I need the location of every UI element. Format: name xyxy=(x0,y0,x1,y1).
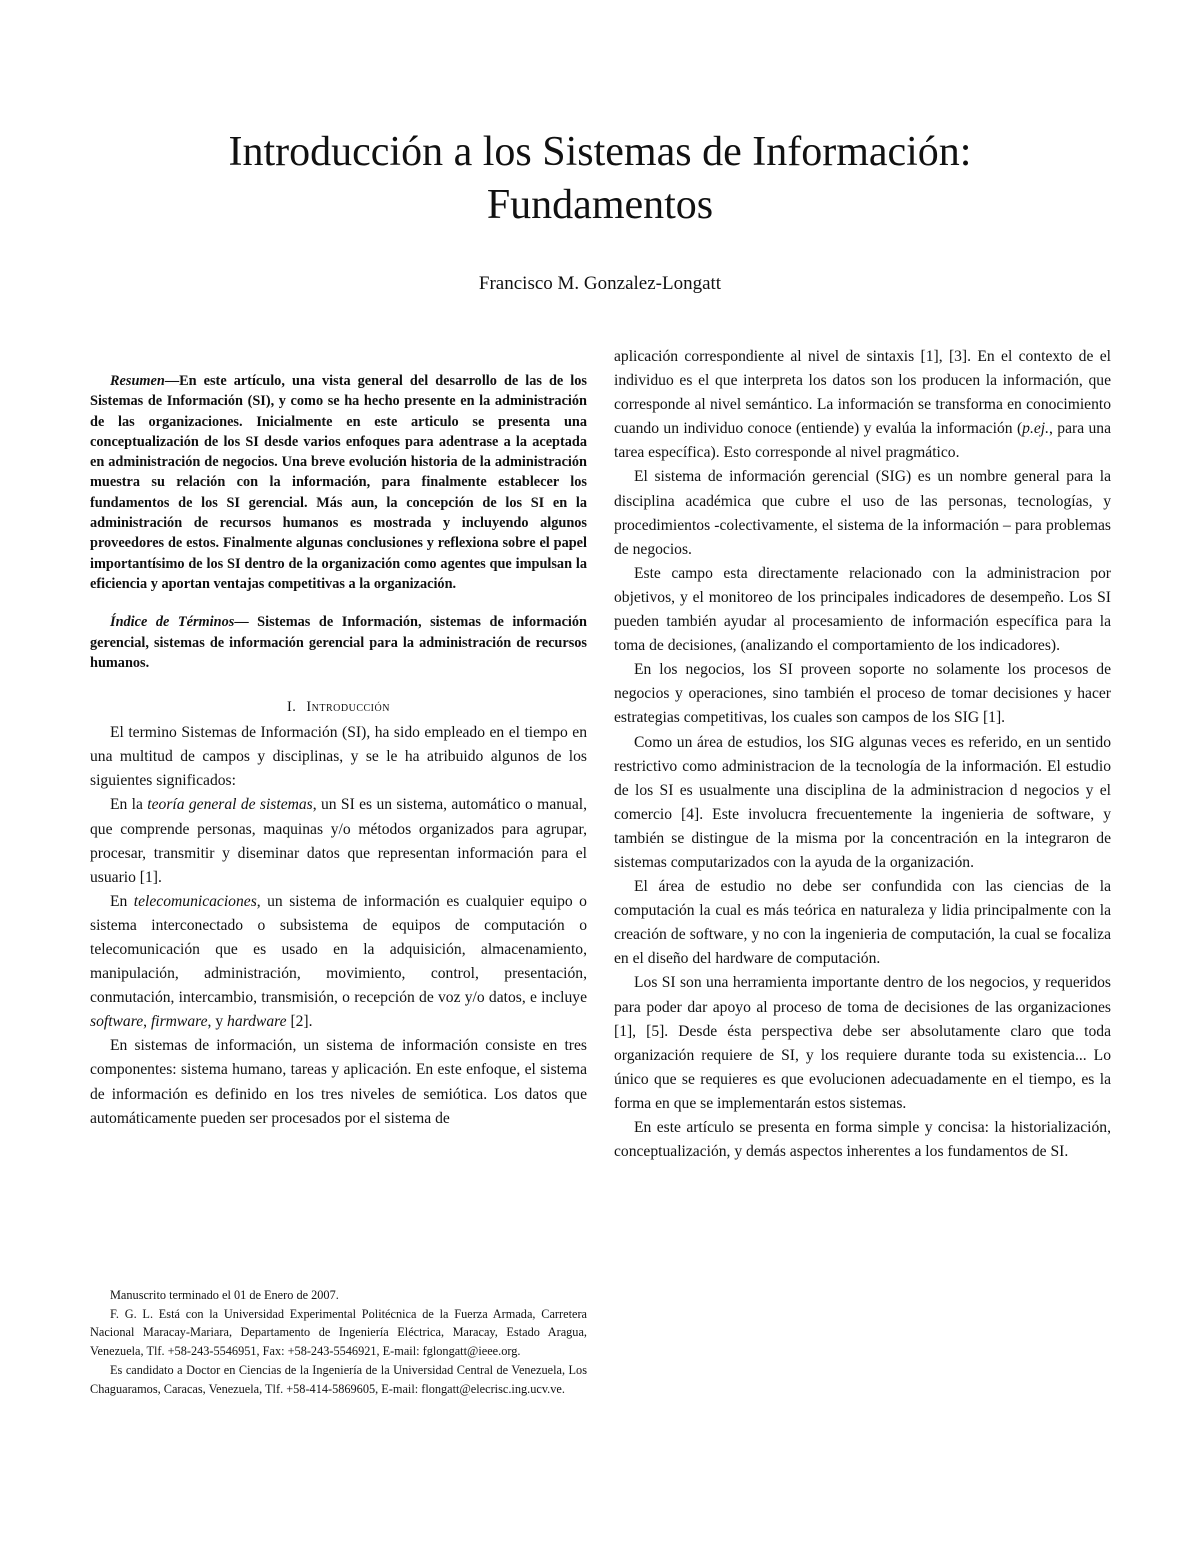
paragraph: El termino Sistemas de Información (SI), ha sido empleado en el tiempo en una multitud de campos y disciplinas, y se le ha atribuido algunos de los siguientes significados: xyxy=(90,724,587,790)
index-terms-dash: — xyxy=(234,614,249,631)
footnote-manuscript: Manuscrito terminado el 01 de Enero de 2007. xyxy=(110,1288,339,1302)
section-heading xyxy=(90,697,587,717)
paragraph: El área de estudio no debe ser confundida con las ciencias de la computación la cual es más teórica en naturaleza y lidia principalmente con la creación de software, y no con la ingenieria de computación, la cual se focaliza en el diseño del hardware de computación. xyxy=(614,878,1111,968)
index-terms xyxy=(90,612,587,673)
paragraph: En los negocios, los SI proveen soporte no solamente los procesos de negocios y operaciones, sino también el proceso de tomar decisiones y hacer estrategias competitivas, los cuales son campos de los SIG [1]. xyxy=(614,661,1111,727)
section-number: I. xyxy=(287,699,297,716)
paper-title xyxy=(100,126,1100,232)
footnote-candidate: Es candidato a Doctor en Ciencias de la Ingeniería de la Universidad Central de Venezuela, Los Chaguaramos, Caracas, Venezuela, Tlf. +58-414-5869605, E-mail: flongatt@elecrisc.ing.ucv.ve. xyxy=(90,1362,587,1396)
footnotes xyxy=(90,1286,587,1398)
paragraph: En este artículo se presenta en forma simple y concisa: la historialización, conceptualización, y demás aspectos inherentes a los fundamentos de SI. xyxy=(614,1119,1111,1161)
index-terms-text: Sistemas de Información, sistemas de información gerencial, sistemas de información gerencial para la administración de recursos humanos. xyxy=(90,614,587,671)
left-column xyxy=(90,371,587,1131)
abstract-lead: Resumen xyxy=(110,373,165,389)
footnote-affiliation: F. G. L. Está con la Universidad Experimental Politécnica de la Fuerza Armada, Carretera Nacional Maracay-Mariara, Departamento de Ingeniería Eléctrica, Maracay, Estado Aragua, Venezuela, Tlf. +58-243-5546951, Fax: +58-243-5546921, E-mail: fglongatt@ieee.org. xyxy=(90,1306,587,1359)
title-line-1: Introducción a los Sistemas de Información: xyxy=(228,129,972,175)
paragraph: Los SI son una herramienta importante dentro de los negocios, y requeridos para poder dar apoyo al proceso de toma de decisiones de las organizaciones [1], [5]. Desde ésta perspectiva debe ser absolutamente claro que toda organización requiere de SI, y los requiere durante toda su existencia... Lo único que se requieres es que evolucionen adecuadamente en el tiempo, es la forma en que se implementarán estos sistemas. xyxy=(614,974,1111,1112)
section-title: Introducción xyxy=(306,699,390,716)
paragraph: Como un área de estudios, los SIG algunas veces es referido, en un sentido restrictivo como administracion de la tecnología de la información. El estudio de los SI es usualmente una disciplina de la administracion d negocios y el comercio [4]. Este involucra frecuentemente la ingenieria de software, y también se distingue de la misma por la concentración en la integraron de sistemas computarizados con la ayuda de la organización. xyxy=(614,733,1111,871)
abstract xyxy=(90,371,587,594)
right-column xyxy=(614,345,1111,1164)
title-line-2: Fundamentos xyxy=(486,182,714,228)
author-name: Francisco M. Gonzalez-Longatt xyxy=(478,273,722,294)
paragraph: El sistema de información gerencial (SIG) es un nombre general para la disciplina académica que cubre el uso de las personas, tecnologías, y procedimientos -colectivamente, el sistema de la información – para problemas de negocios. xyxy=(614,468,1111,558)
abstract-dash: — xyxy=(164,373,180,389)
paragraph: En telecomunicaciones, un sistema de información es cualquier equipo o sistema interconectado o subsistema de equipos de computación o telecomunicación que es usado en la adquisición, almacenamiento, manipulación, administración, movimiento, control, presentación, conmutación, intercambio, transmisión, o recepción de voz y/o datos, e incluye software, firmware, y hardware [2]. xyxy=(90,892,587,1031)
paragraph: aplicación correspondiente al nivel de sintaxis [1], [3]. En el contexto de el individuo es el que interpreta los datos son los producen la información, que corresponde al nivel semántico. La información se transforma en conocimiento cuando un individuo conoce (entiende) y evalúa la información (p.ej., para una tarea específica). Esto corresponde al nivel pragmático. xyxy=(614,348,1111,462)
paragraph: En la teoría general de sistemas, un SI es un sistema, automático o manual, que comprende personas, maquinas y/o métodos organizados para agrupar, procesar, transmitir y diseminar datos que representan información para el usuario [1]. xyxy=(90,796,587,886)
abstract-text: En este artículo, una vista general del desarrollo de las de los Sistemas de Información (SI), y como se ha hecho presente en la administración de las organizaciones. Inicialmente en este articulo se presenta una conceptualización de los SI desde varios enfoques para adentrase a la aceptada en administración de negocios. Una breve evolución historia de la administración muestra su relación con la información, para finalmente establecer los fundamentos de los SI gerencial. Más aun, la concepción de los SI en la administración de recursos humanos es mostrada y incluyendo algunos proveedores de estos. Finalmente algunas conclusiones y reflexiona sobre el papel importantísimo de los SI dentro de la organización como agentes que impulsan la eficiencia y aportan ventajas competitivas a la organización. xyxy=(90,373,587,592)
paragraph: En sistemas de información, un sistema de información consiste en tres componentes: sistema humano, tareas y aplicación. En este enfoque, el sistema de información es definido en los tres niveles de semiótica. Los datos que automáticamente pueden ser procesados por el sistema de xyxy=(90,1037,587,1127)
index-terms-lead: Índice de Términos xyxy=(110,614,235,631)
paragraph: Este campo esta directamente relacionado con la administracion por objetivos, y el monitoreo de los principales indicadores de desempeño. Los SI pueden también ayudar al procesamiento de información específica para la toma de decisiones, (analizando el comportamiento de los indicadores). xyxy=(614,564,1111,655)
